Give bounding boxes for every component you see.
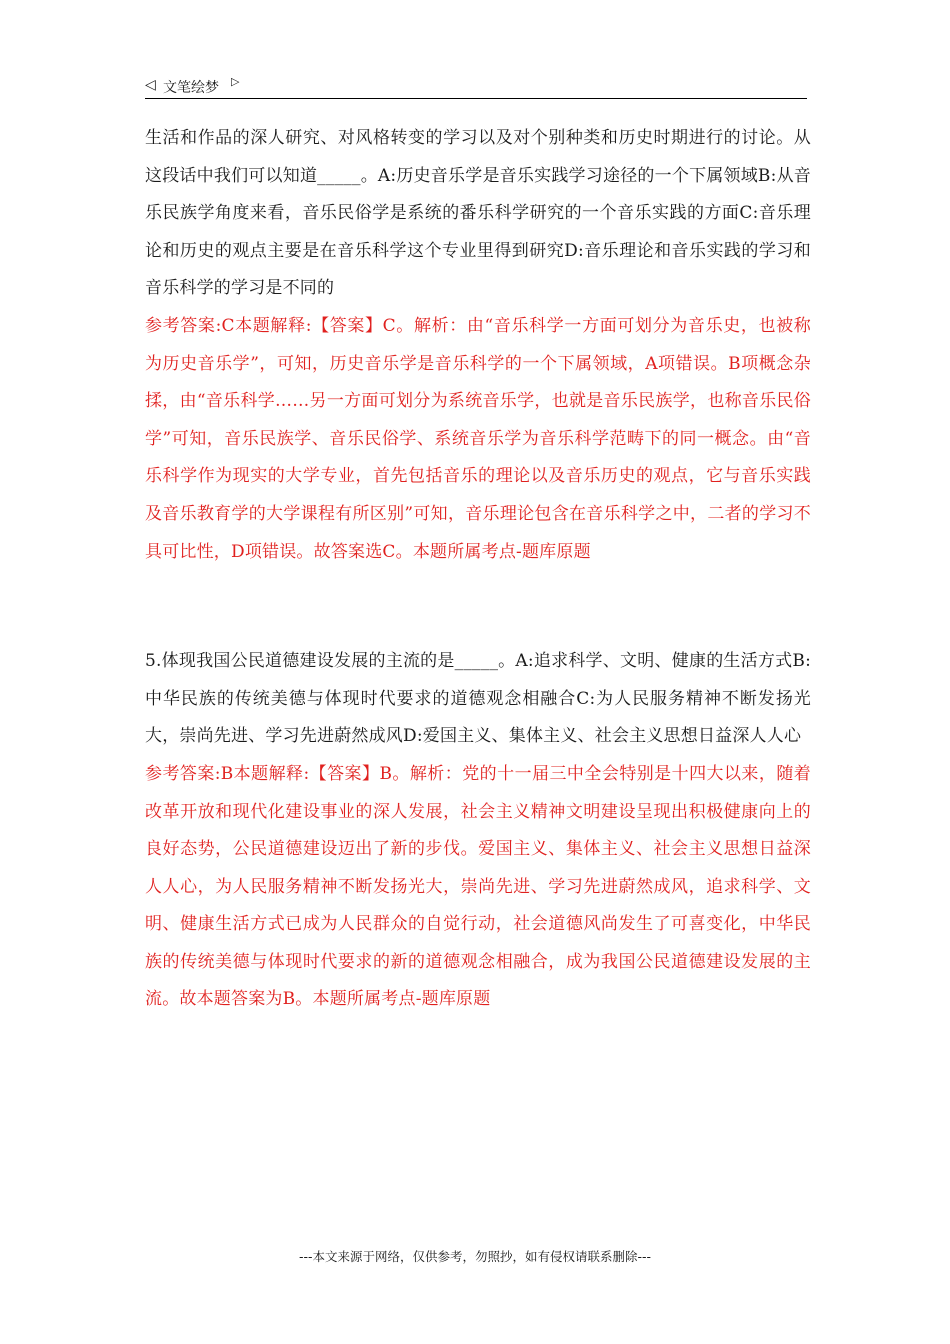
page-header	[145, 74, 807, 99]
document-body	[145, 120, 811, 1019]
page-footer: ---本文来源于网络，仅供参考，勿照抄，如有侵权请联系删除---	[298, 1249, 652, 1264]
answer-explanation: 参考答案:C本题解释:【答案】C。解析：由“音乐科学一方面可划分为音乐史，也被称为历史音乐学”，可知，历史音乐学是音乐科学的一个下属领域，A项错误。B项概念杂揉，由“音乐科学……另一方面可划分为系统音乐学，也就是音乐民族学，也称音乐民俗学”可知，音乐民族学、音乐民俗学、系统音乐学为音乐科学范畴下的同一概念。由“音乐科学作为现实的大学专业，首先包括音乐的理论以及音乐历史的观点，它与音乐实践及音乐教育学的大学课程有所区别”可知，音乐理论包含在音乐科学之中，二者的学习不具可比性，D项错误。故答案选C。本题所属考点-题库原题	[145, 315, 811, 562]
triangle-left-icon: ◁	[145, 77, 156, 93]
brand-name: 文笔绘梦	[163, 80, 219, 96]
answer-explanation: 参考答案:B本题解释:【答案】B。解析：党的十一届三中全会特别是十四大以来，随着改革开放和现代化建设事业的深人发展，社会主义精神文明建设呈现出积极健康向上的良好态势，公民道德建设迈出了新的步伐。爱国主义、集体主义、社会主义思想日益深人人心，为人民服务精神不断发扬光大，崇尚先进、学习先进蔚然成风，追求科学、文明、健康生活方式已成为人民群众的自觉行动，社会道德风尚发生了可喜变化，中华民族的传统美德与体现时代要求的新的道德观念相融合，成为我国公民道德建设发展的主流。故本题答案为B。本题所属考点-题库原题	[145, 763, 811, 1010]
triangle-right-icon: ▷	[231, 75, 240, 88]
question-text: 5.体现我国公民道德建设发展的主流的是_____。A:追求科学、文明、健康的生活方式B:中华民族的传统美德与体现时代要求的道德观念相融合C:为人民服务精神不断发扬光大，崇尚先进、学习先进蔚然成风D:爱国主义、集体主义、社会主义思想日益深人人心	[145, 651, 811, 747]
section-gap	[145, 571, 811, 643]
question-text: 生活和作品的深人研究、对风格转变的学习以及对个别种类和历史时期进行的讨论。从这段话中我们可以知道_____。A:历史音乐学是音乐实践学习途径的一个下属领域B:从音乐民族学角度来看，音乐民俗学是系统的番乐科学研究的一个音乐实践的方面C:音乐理论和历史的观点主要是在音乐科学这个专业里得到研究D:音乐理论和音乐实践的学习和音乐科学的学习是不同的	[145, 128, 811, 299]
